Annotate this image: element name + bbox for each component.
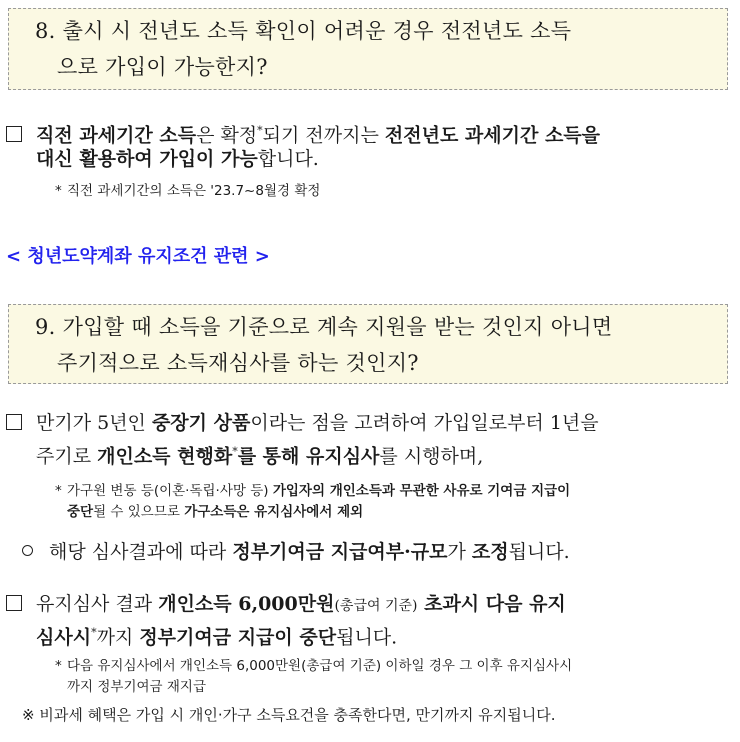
- answer-9-1-line-1: 만기가 5년인 중장기 상품이라는 점을 고려하여 가입일로부터 1년을: [6, 408, 599, 438]
- question-9-box: [8, 304, 728, 384]
- checkbox-square-icon: [6, 414, 22, 430]
- answer-9-1-footnote-line-1: * 가구원 변동 등(이혼·독립·사망 등) 가입자의 개인소득과 무관한 사유로 기여금 지급이: [55, 483, 571, 499]
- question-9-line-1: 9. 가입할 때 소득을 기준으로 계속 지원을 받는 것인지 아니면: [35, 315, 613, 339]
- sub-point: 해당 심사결과에 따라 정부기여금 지급여부·규모가 조정됩니다.: [22, 537, 570, 567]
- answer-9-2-line-1: 유지심사 결과 개인소득 6,000만원(총급여 기준) 초과시 다음 유지: [6, 589, 566, 621]
- section-title: < 청년도약계좌 유지조건 관련 >: [6, 246, 270, 267]
- answer-9-2-footnote-line-1: * 다음 유지심사에서 개인소득 6,000만원(총급여 기준) 이하일 경우 그 이후 유지심사시: [55, 658, 573, 674]
- circle-bullet-icon: [22, 545, 33, 556]
- question-8-line-2: 으로 가입이 가능한지?: [57, 55, 268, 79]
- checkbox-square-icon: [6, 126, 22, 142]
- answer-8-line-2: 대신 활용하여 가입이 가능합니다.: [36, 148, 319, 170]
- checkbox-square-icon: [6, 595, 22, 611]
- answer-9-1-footnote-line-2: 중단될 수 있으므로 가구소득은 유지심사에서 제외: [67, 504, 364, 520]
- answer-9-1-line-2: 주기로 개인소득 현행화*를 통해 유지심사를 시행하며,: [36, 445, 484, 468]
- answer-9-2-footnote-line-2: 까지 정부기여금 재지급: [67, 679, 206, 695]
- question-9-line-2: 주기적으로 소득재심사를 하는 것인지?: [57, 351, 419, 375]
- answer-9-2-line-2: 심사시*까지 정부기여금 지급이 중단됩니다.: [36, 626, 398, 649]
- reference-mark: ※: [22, 706, 35, 724]
- question-8-line-1: 8. 출시 시 전년도 소득 확인이 어려운 경우 전전년도 소득: [35, 19, 572, 43]
- final-note: ※ 비과세 혜택은 가입 시 개인·가구 소득요건을 충족한다면, 만기까지 유지됩니다.: [22, 706, 556, 724]
- question-8-box: [8, 8, 728, 90]
- answer-8-line-1: 직전 과세기간 소득은 확정*되기 전까지는 전전년도 과세기간 소득을: [6, 116, 600, 150]
- answer-8-footnote: * 직전 과세기간의 소득은 '23.7~8월경 확정: [55, 183, 321, 199]
